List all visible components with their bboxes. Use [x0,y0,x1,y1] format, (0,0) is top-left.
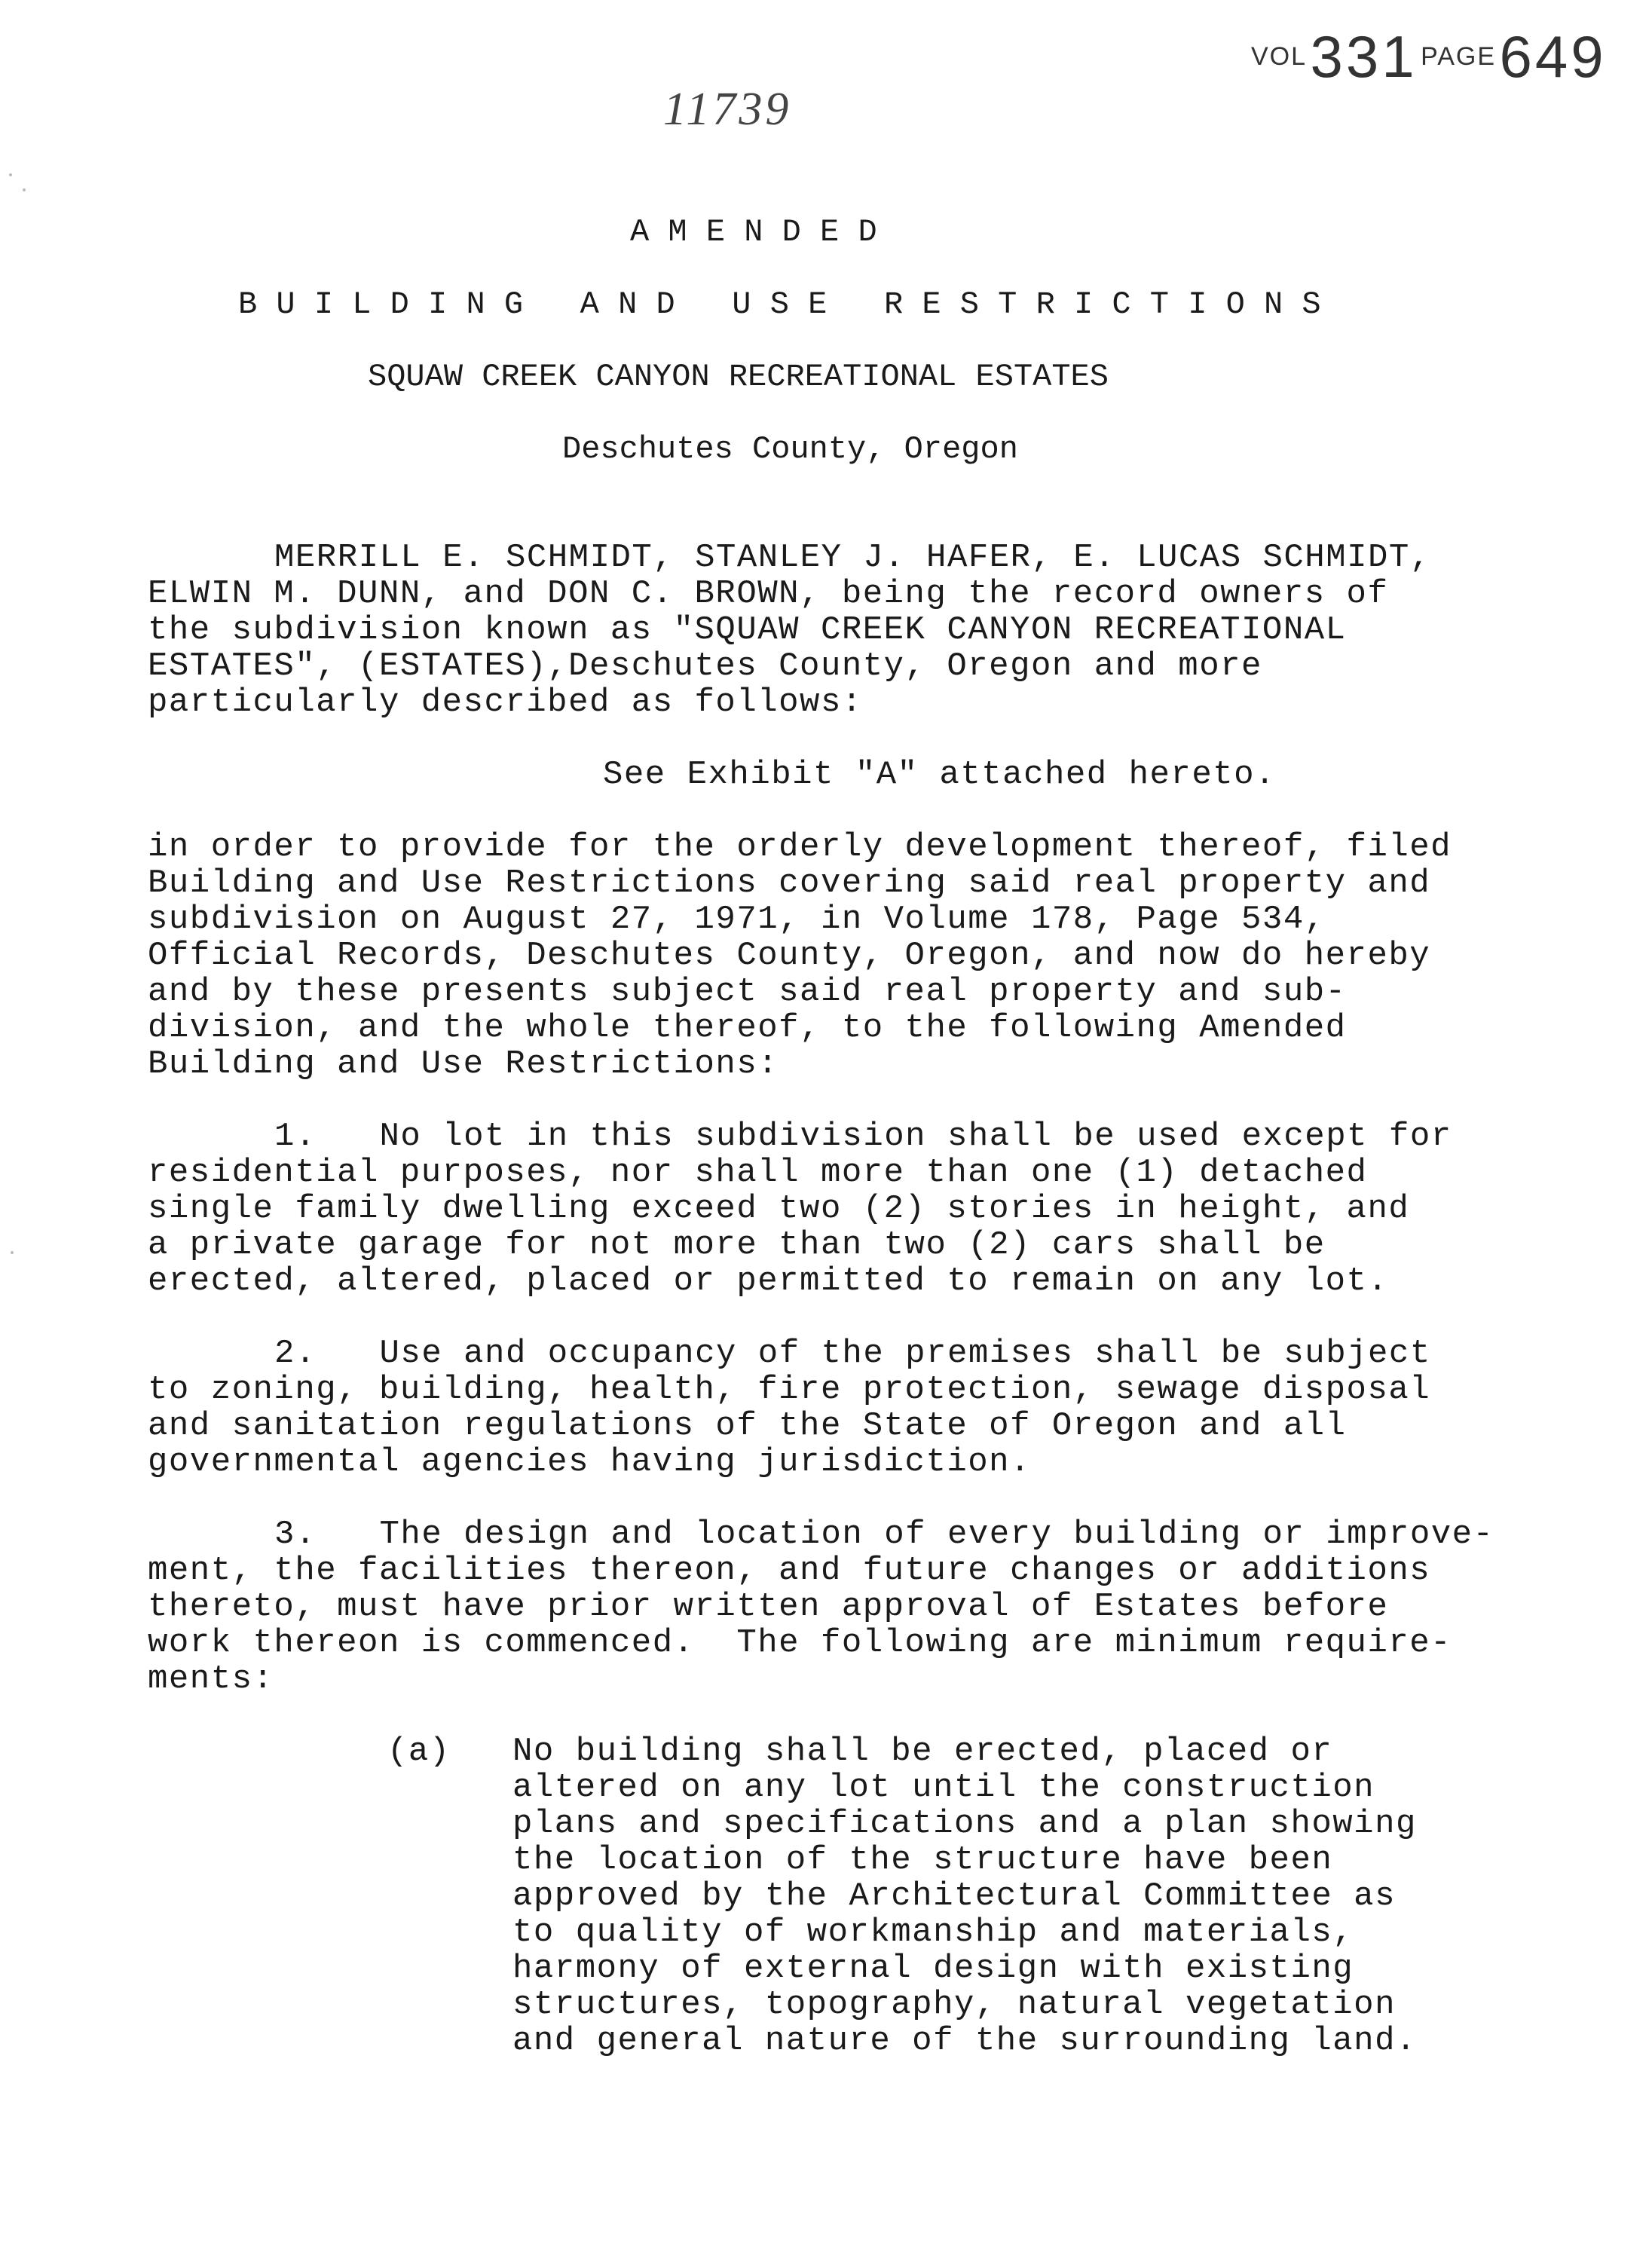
recital-line: subdivision on August 27, 1971, in Volume 178, Page 534, [148,901,1326,938]
section-3-line: thereto, must have prior written approval of Estates before [148,1588,1389,1626]
section-1-line: a private garage for not more than two (2) cars shall be [148,1226,1326,1264]
subsection-a-line: structures, topography, natural vegetation [512,1986,1396,2024]
page-number: 649 [1499,23,1607,90]
section-2-line: 2. Use and occupancy of the premises shall be subject [274,1335,1431,1372]
recording-stamp [1251,23,1607,91]
recital-line: division, and the whole thereof, to the following Amended [148,1009,1347,1047]
section-3-line: ments: [148,1660,274,1698]
subsection-a-line: to quality of workmanship and materials, [512,1914,1354,1951]
recital-line: Official Records, Deschutes County, Oregon, and now do hereby [148,937,1431,974]
preamble-line: ESTATES", (ESTATES),Deschutes County, Oregon and more [148,647,1262,685]
scan-speck [11,1251,14,1254]
recital-line: and by these presents subject said real property and sub- [148,973,1347,1011]
subsection-a-line: plans and specifications and a plan showing [512,1805,1417,1843]
section-2-line: governmental agencies having jurisdiction. [148,1443,1031,1481]
vol-number: 331 [1310,23,1418,90]
subsection-a-label: (a) [387,1733,451,1770]
heading-county: Deschutes County, Oregon [562,431,1018,467]
preamble-line: ELWIN M. DUNN, and DON C. BROWN, being the record owners of [148,575,1389,613]
recital-line: Building and Use Restrictions covering said real property and [148,864,1431,902]
subsection-a-line: harmony of external design with existing [512,1950,1354,1987]
vol-label: VOL [1251,42,1308,71]
recital-line: Building and Use Restrictions: [148,1045,779,1083]
heading-restrictions: B U I L D I N G A N D U S E R E S T R I C T I O N S [238,286,1321,323]
section-1-line: erected, altered, placed or permitted to remain on any lot. [148,1262,1389,1300]
heading-amended: A M E N D E D [630,214,877,250]
section-3-line: work thereon is commenced. The following are minimum require- [148,1624,1452,1662]
heading-subdivision: SQUAW CREEK CANYON RECREATIONAL ESTATES [368,359,1109,395]
page-label: PAGE [1421,42,1497,71]
section-2-line: to zoning, building, health, fire protection, sewage disposal [148,1371,1431,1409]
subsection-a-line: and general nature of the surrounding land. [512,2022,1417,2060]
section-1-line: single family dwelling exceed two (2) stories in height, and [148,1190,1410,1228]
preamble-line: the subdivision known as "SQUAW CREEK CANYON RECREATIONAL [148,611,1347,649]
section-1-line: residential purposes, nor shall more than one (1) detached [148,1154,1368,1192]
exhibit-reference: See Exhibit "A" attached hereto. [603,756,1276,794]
recital-line: in order to provide for the orderly development thereof, filed [148,828,1452,866]
section-3-line: ment, the facilities thereon, and future changes or additions [148,1552,1431,1589]
preamble-line: particularly described as follows: [148,684,863,721]
subsection-a-line: altered on any lot until the construction [512,1769,1375,1807]
subsection-a-line: approved by the Architectural Committee as [512,1877,1396,1915]
section-3-line: 3. The design and location of every building or improve- [274,1516,1494,1553]
subsection-a-line: the location of the structure have been [512,1841,1333,1879]
preamble-line: MERRILL E. SCHMIDT, STANLEY J. HAFER, E. LUCAS SCHMIDT, [274,539,1431,577]
document-number: 11739 [663,84,792,135]
scan-speck [9,173,12,176]
subsection-a-line: No building shall be erected, placed or [512,1733,1333,1770]
section-2-line: and sanitation regulations of the State of Oregon and all [148,1407,1347,1445]
scan-speck [23,188,26,191]
section-1-line: 1. No lot in this subdivision shall be used except for [274,1118,1452,1155]
